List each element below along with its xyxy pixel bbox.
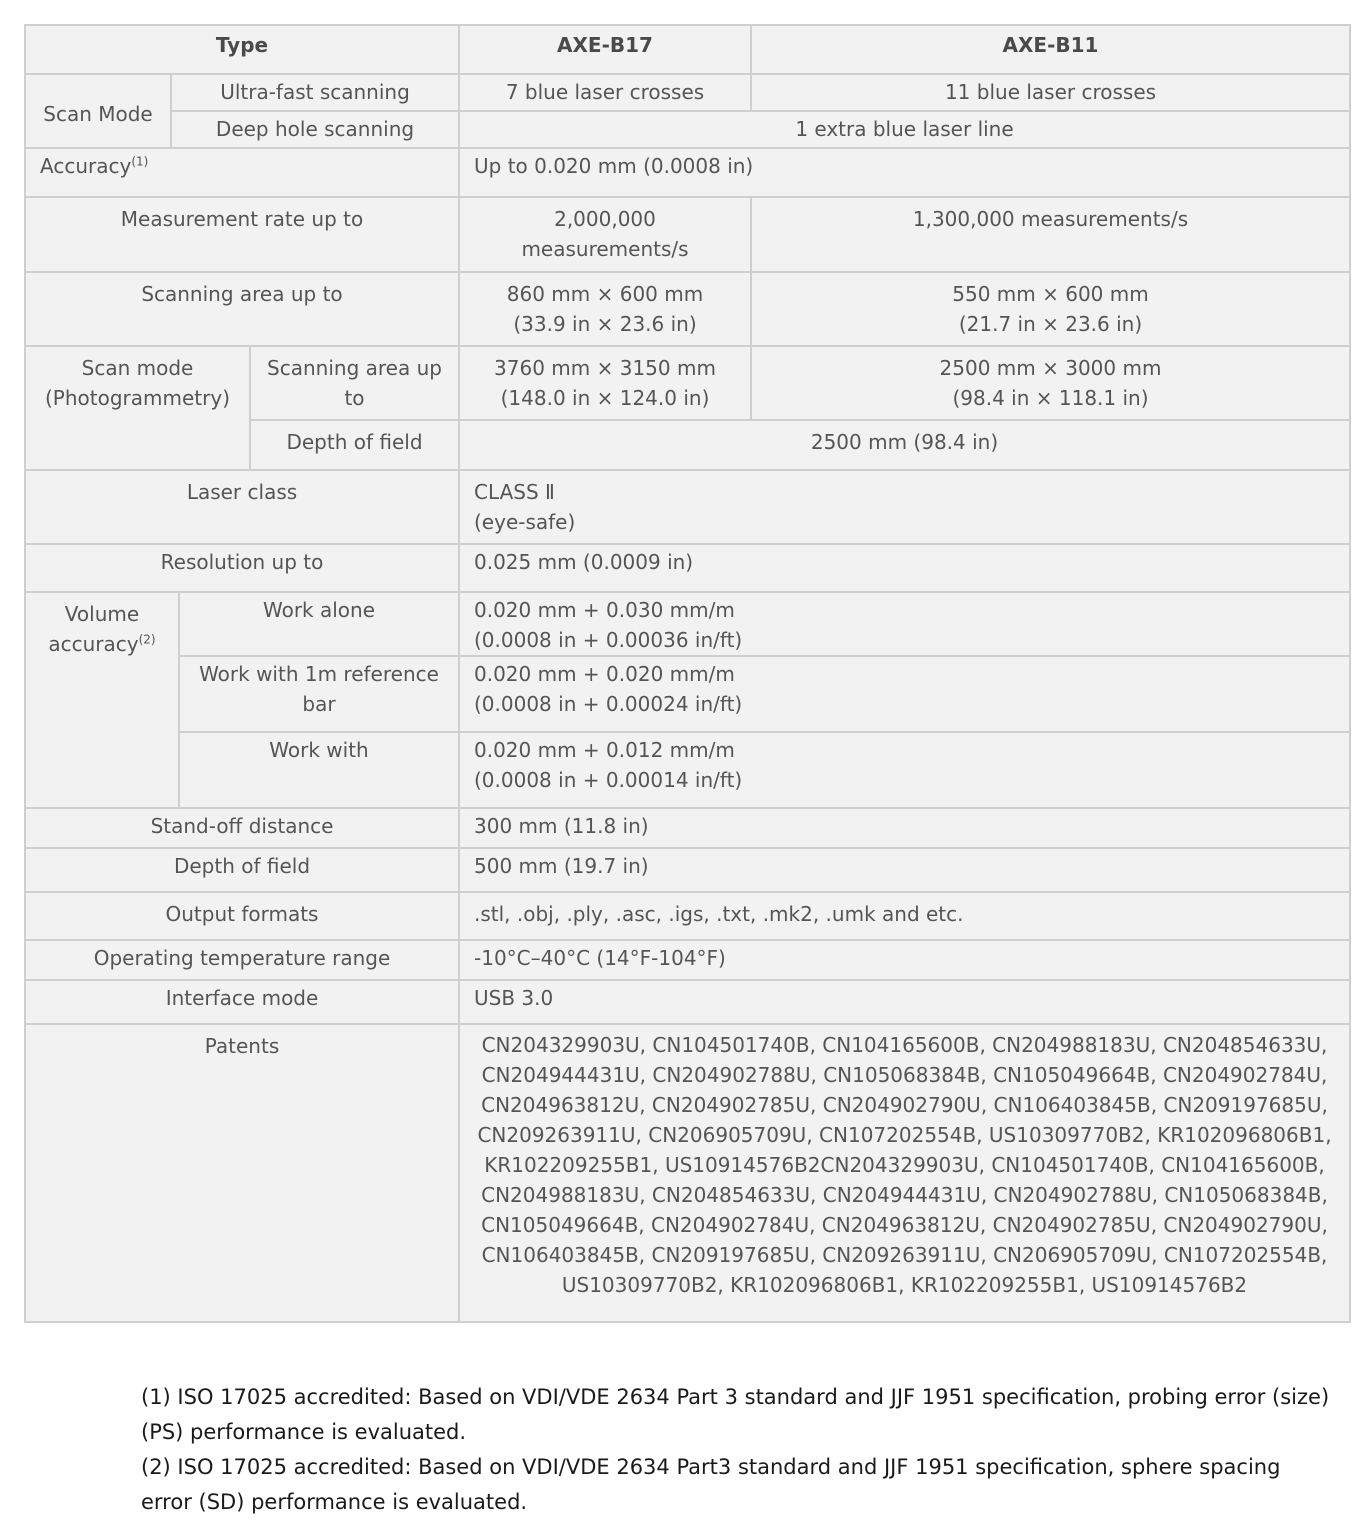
resolution-label: Resolution up to	[25, 544, 459, 592]
ultra-fast-b11: 11 blue laser crosses	[751, 74, 1350, 111]
volume-ref-bar-label	[179, 656, 459, 732]
row-scanning-area	[25, 272, 1350, 346]
row-measurement-rate	[25, 197, 1350, 272]
row-standoff	[25, 808, 1350, 848]
row-photogrammetry-area	[25, 346, 1350, 420]
resolution-value: 0.025 mm (0.0009 in)	[459, 544, 1350, 592]
volume-accuracy-label-text: accuracy	[48, 632, 139, 656]
header-axe-b11: AXE-B11	[751, 25, 1350, 74]
footnote-1: (1) ISO 17025 accredited: Based on VDI/VDE 2634 Part 3 standard and JJF 1951 specification, probing error (size) (PS) performance is evaluated.	[141, 1385, 1330, 1444]
header-axe-b17: AXE-B17	[459, 25, 751, 74]
ultra-fast-label: Ultra-fast scanning	[171, 74, 459, 111]
row-temperature	[25, 940, 1350, 980]
photogrammetry-label-line2: (Photogrammetry)	[45, 386, 230, 410]
volume-accuracy-label-line2	[40, 629, 164, 659]
row-depth-of-field	[25, 848, 1350, 892]
patents-line: KR102209255B1, US10914576B2CN204329903U, CN104501740B, CN104165600B,	[484, 1153, 1325, 1177]
photogrammetry-dof-label: Depth of field	[250, 420, 459, 470]
accuracy-label-text: Accuracy	[40, 154, 132, 178]
dof-value: 500 mm (19.7 in)	[459, 848, 1350, 892]
scan-mode-label: Scan Mode	[25, 74, 171, 148]
row-deep-hole	[25, 111, 1350, 148]
photogrammetry-area-label-line2: to	[344, 386, 365, 410]
volume-accuracy-label-line1: Volume	[64, 602, 140, 626]
patents-line: CN204329903U, CN104501740B, CN104165600B, CN204988183U, CN204854633U,	[481, 1033, 1328, 1057]
header-type: Type	[25, 25, 459, 74]
temperature-value: -10°C–40°C (14°F-104°F)	[459, 940, 1350, 980]
patents-line: CN204944431U, CN204902788U, CN105068384B, CN105049664B, CN204902784U,	[481, 1063, 1328, 1087]
measurement-rate-label: Measurement rate up to	[25, 197, 459, 272]
photogrammetry-area-label	[250, 346, 459, 420]
photogrammetry-area-b17	[459, 346, 751, 420]
photogrammetry-area-b17-line1: 3760 mm × 3150 mm	[494, 356, 716, 380]
dof-label: Depth of field	[25, 848, 459, 892]
measurement-rate-b17-line1: 2,000,000	[554, 207, 656, 231]
photogrammetry-area-b11-line1: 2500 mm × 3000 mm	[939, 356, 1162, 380]
volume-accuracy-footnote-ref: (2)	[138, 632, 156, 647]
laser-class-value-line2: (eye-safe)	[474, 510, 576, 534]
scanning-area-b17	[459, 272, 751, 346]
row-interface	[25, 980, 1350, 1024]
photogrammetry-area-b17-line2: (148.0 in × 124.0 in)	[500, 386, 710, 410]
volume-alone-value-line1: 0.020 mm + 0.030 mm/m	[474, 598, 735, 622]
accuracy-footnote-ref: (1)	[131, 154, 149, 169]
volume-with-value-line1: 0.020 mm + 0.012 mm/m	[474, 738, 735, 762]
standoff-label: Stand-off distance	[25, 808, 459, 848]
measurement-rate-b11: 1,300,000 measurements/s	[751, 197, 1350, 272]
interface-value: USB 3.0	[459, 980, 1350, 1024]
laser-class-value-line1: CLASS Ⅱ	[474, 480, 555, 504]
row-laser-class	[25, 470, 1350, 544]
volume-ref-bar-value-line1: 0.020 mm + 0.020 mm/m	[474, 662, 735, 686]
photogrammetry-area-label-line1: Scanning area up	[267, 356, 442, 380]
volume-ref-bar-value	[459, 656, 1350, 732]
volume-with-label: Work with	[179, 732, 459, 808]
temperature-label: Operating temperature range	[25, 940, 459, 980]
volume-ref-bar-value-line2: (0.0008 in + 0.00024 in/ft)	[474, 692, 743, 716]
scanning-area-b17-line1: 860 mm × 600 mm	[506, 282, 704, 306]
patents-line: CN204963812U, CN204902785U, CN204902790U, CN106403845B, CN209197685U,	[481, 1093, 1328, 1117]
row-patents	[25, 1024, 1350, 1322]
footnote-2: (2) ISO 17025 accredited: Based on VDI/VDE 2634 Part3 standard and JJF 1951 specification, sphere spacing error (SD) performance is evaluated.	[141, 1455, 1281, 1514]
output-formats-label: Output formats	[25, 892, 459, 940]
ultra-fast-b17: 7 blue laser crosses	[459, 74, 751, 111]
row-output-formats	[25, 892, 1350, 940]
scanning-area-b11-line2: (21.7 in × 23.6 in)	[958, 312, 1143, 336]
accuracy-label	[25, 148, 459, 197]
scanning-area-label: Scanning area up to	[25, 272, 459, 346]
photogrammetry-label	[25, 346, 250, 470]
spec-table	[24, 24, 1351, 1323]
row-volume-ref-bar	[25, 656, 1350, 732]
volume-alone-value-line2: (0.0008 in + 0.00036 in/ft)	[474, 628, 743, 652]
header-row	[25, 25, 1350, 74]
patents-line: CN204988183U, CN204854633U, CN204944431U, CN204902788U, CN105068384B,	[481, 1183, 1328, 1207]
standoff-value: 300 mm (11.8 in)	[459, 808, 1350, 848]
patents-line: CN106403845B, CN209197685U, CN209263911U, CN206905709U, CN107202554B,	[481, 1243, 1328, 1267]
volume-accuracy-label	[25, 592, 179, 808]
photogrammetry-area-b11-line2: (98.4 in × 118.1 in)	[952, 386, 1149, 410]
volume-alone-value	[459, 592, 1350, 656]
deep-hole-label: Deep hole scanning	[171, 111, 459, 148]
deep-hole-value: 1 extra blue laser line	[459, 111, 1350, 148]
row-accuracy	[25, 148, 1350, 197]
interface-label: Interface mode	[25, 980, 459, 1024]
patents-line: CN209263911U, CN206905709U, CN107202554B, US10309770B2, KR102096806B1,	[477, 1123, 1332, 1147]
measurement-rate-b17	[459, 197, 751, 272]
photogrammetry-dof-value: 2500 mm (98.4 in)	[459, 420, 1350, 470]
volume-with-value-line2: (0.0008 in + 0.00014 in/ft)	[474, 768, 743, 792]
row-ultra-fast	[25, 74, 1350, 111]
scanning-area-b11	[751, 272, 1350, 346]
measurement-rate-b17-line2: measurements/s	[521, 237, 689, 261]
patents-line: US10309770B2, KR102096806B1, KR102209255B1, US10914576B2	[561, 1273, 1248, 1297]
footnotes	[141, 1380, 1331, 1520]
output-formats-value: .stl, .obj, .ply, .asc, .igs, .txt, .mk2, .umk and etc.	[459, 892, 1350, 940]
patents-label: Patents	[25, 1024, 459, 1322]
photogrammetry-area-b11	[751, 346, 1350, 420]
volume-alone-label: Work alone	[179, 592, 459, 656]
volume-ref-bar-label-line1: Work with 1m reference	[199, 662, 439, 686]
scanning-area-b17-line2: (33.9 in × 23.6 in)	[513, 312, 697, 336]
row-volume-with	[25, 732, 1350, 808]
row-volume-alone	[25, 592, 1350, 656]
laser-class-value	[459, 470, 1350, 544]
row-resolution	[25, 544, 1350, 592]
laser-class-label: Laser class	[25, 470, 459, 544]
volume-with-value	[459, 732, 1350, 808]
accuracy-value: Up to 0.020 mm (0.0008 in)	[459, 148, 1350, 197]
patents-value	[459, 1024, 1350, 1322]
scanning-area-b11-line1: 550 mm × 600 mm	[952, 282, 1149, 306]
volume-ref-bar-label-line2: bar	[302, 692, 336, 716]
patents-line: CN105049664B, CN204902784U, CN204963812U, CN204902785U, CN204902790U,	[481, 1213, 1328, 1237]
photogrammetry-label-line1: Scan mode	[81, 356, 194, 380]
